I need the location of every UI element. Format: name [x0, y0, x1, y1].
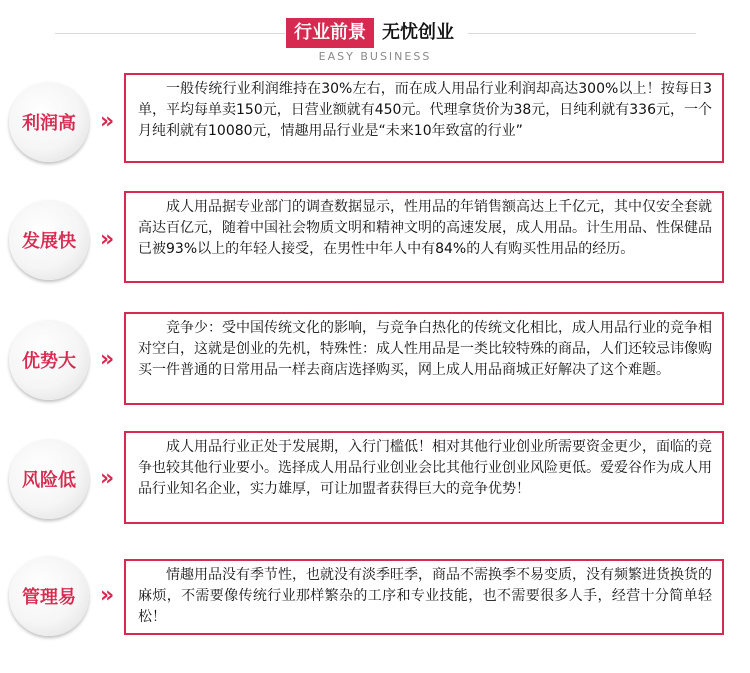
section-profit: [0, 70, 750, 180]
section-label-circle: [9, 320, 89, 400]
section-advantage: [0, 302, 750, 412]
double-chevron-right-icon: »: [100, 583, 115, 608]
section-label: 管理易: [22, 587, 76, 608]
section-text-box: 成人用品行业正处于发展期，入行门槛低！相对其他行业创业所需要资金更少，面临的竞争也较其他行业要小。选择成人用品行业创业会比其他行业创业风险更低。爱爱谷作为成人用品行业知名企业，实力雄厚，可让加盟者获得巨大的竞争优势！: [124, 431, 724, 524]
section-label-circle: [9, 200, 89, 280]
section-label-circle: [9, 439, 89, 519]
section-label-circle: [9, 82, 89, 162]
section-label-circle: [9, 556, 89, 636]
double-chevron-right-icon: »: [100, 466, 115, 491]
double-chevron-right-icon: »: [100, 227, 115, 252]
page-header: [0, 0, 750, 70]
header-divider-right: [468, 33, 696, 34]
section-text-box: 情趣用品没有季节性，也就没有淡季旺季，商品不需换季不易变质，没有频繁进货换货的麻烦，不需要像传统行业那样繁杂的工序和专业技能，也不需要很多人手，经营十分简单轻松！: [124, 559, 724, 635]
section-text-box: 一般传统行业利润维持在30%左右，而在成人用品行业利润却高达300%以上！按每日3单，平均每单卖150元，日营业额就有450元。代理拿货价为38元，日纯利就有336元，一个月纯利就有10080元，情趣用品行业是“未来10年致富的行业”: [124, 73, 724, 163]
header-divider-left: [55, 33, 285, 34]
section-label: 利润高: [22, 113, 76, 134]
section-label: 风险低: [22, 470, 76, 491]
double-chevron-right-icon: »: [100, 347, 115, 372]
section-label: 优势大: [22, 351, 76, 372]
title-highlight: 行业前景: [286, 18, 374, 48]
title-rest: 无忧创业: [382, 22, 454, 43]
page-subtitle: EASY BUSINESS: [318, 50, 432, 63]
section-text-box: 竞争少：受中国传统文化的影响，与竞争白热化的传统文化相比，成人用品行业的竞争相对空白，这就是创业的先机，特殊性：成人性用品是一类比较特殊的商品，人们还较忌讳像购买一件普通的日常用品一样去商店选择购买，网上成人用品商城正好解决了这个难题。: [124, 312, 724, 405]
section-management: [0, 545, 750, 655]
section-risk: [0, 422, 750, 532]
section-text-box: 成人用品据专业部门的调查数据显示，性用品的年销售额高达上千亿元，其中仅安全套就高达百亿元，随着中国社会物质文明和精神文明的高速发展，成人用品。计生用品、性保健品已被93%以上的年轻人接受，在男性中年人中有84%的人有购买性用品的经历。: [124, 191, 724, 283]
page-title: [286, 18, 454, 48]
section-label: 发展快: [22, 231, 76, 252]
section-growth: [0, 183, 750, 293]
double-chevron-right-icon: »: [100, 109, 115, 134]
